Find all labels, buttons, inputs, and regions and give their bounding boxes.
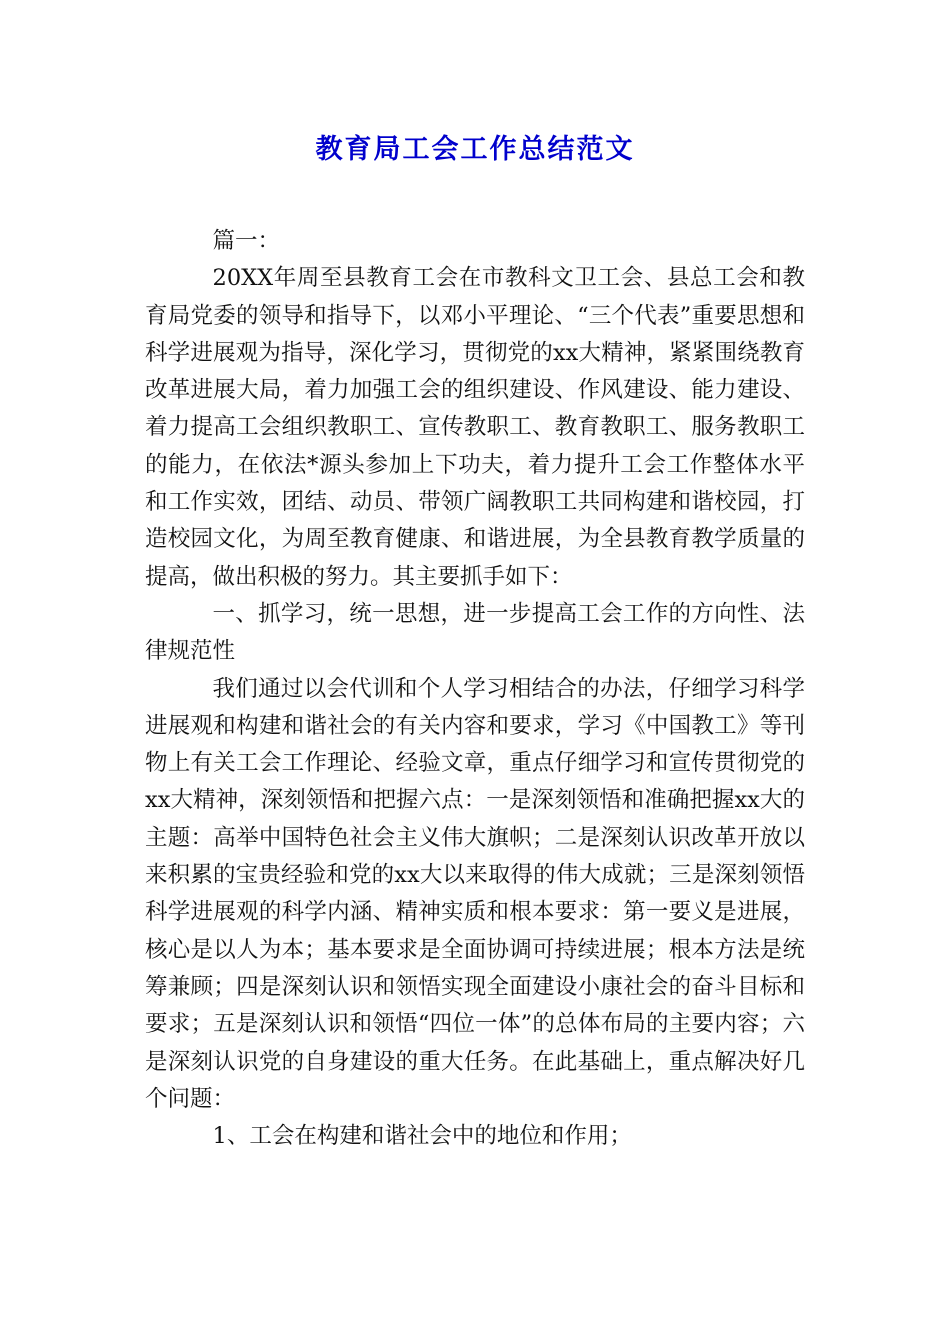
paragraph-study: 我们通过以会代训和个人学习相结合的办法，仔细学习科学进展观和构建和谐社会的有关内容和要求，学习《中国教工》等刊物上有关工会工作理论、经验文章，重点仔细学习和宣传贯彻党的xx大精神，深刻领悟和把握六点：一是深刻领悟和准确把握xx大的主题：高举中国特色社会主义伟大旗帜；二是深刻认识改革开放以来积累的宝贵经验和党的xx大以来取得的伟大成就；三是深刻领悟科学进展观的科学内涵、精神实质和根本要求：第一要义是进展，核心是以人为本；基本要求是全面协调可持续进展；根本方法是统筹兼顾；四是深刻认识和领悟实现全面建设小康社会的奋斗目标和要求；五是深刻认识和领悟“四位一体”的总体布局的主要内容；六是深刻认识党的自身建设的重大任务。在此基础上，重点解决好几个问题： <box>145 675 805 1112</box>
section-heading-1: 一、抓学习，统一思想，进一步提高工会工作的方向性、法律规范性 <box>145 600 805 665</box>
section-label: 篇一： <box>212 228 281 254</box>
document-title: 教育局工会工作总结范文 <box>315 134 635 165</box>
paragraph-intro: 20XX年周至县教育工会在市教科文卫工会、县总工会和教育局党委的领导和指导下，以邓小平理论、“三个代表”重要思想和科学进展观为指导，深化学习，贯彻党的xx大精神，紧紧围绕教育改革进展大局，着力加强工会的组织建设、作风建设、能力建设、着力提高工会组织教职工、宣传教职工、教育教职工、服务教职工的能力，在依法*源头参加上下功夫，着力提升工会工作整体水平和工作实效，团结、动员、带领广阔教职工共同构建和谐校园，打造校园文化，为周至教育健康、和谐进展，为全县教育教学质量的提高，做出积极的努力。其主要抓手如下： <box>145 265 805 590</box>
list-item-1: 1、工会在构建和谐社会中的地位和作用； <box>212 1123 632 1150</box>
document-body <box>145 223 805 1155</box>
